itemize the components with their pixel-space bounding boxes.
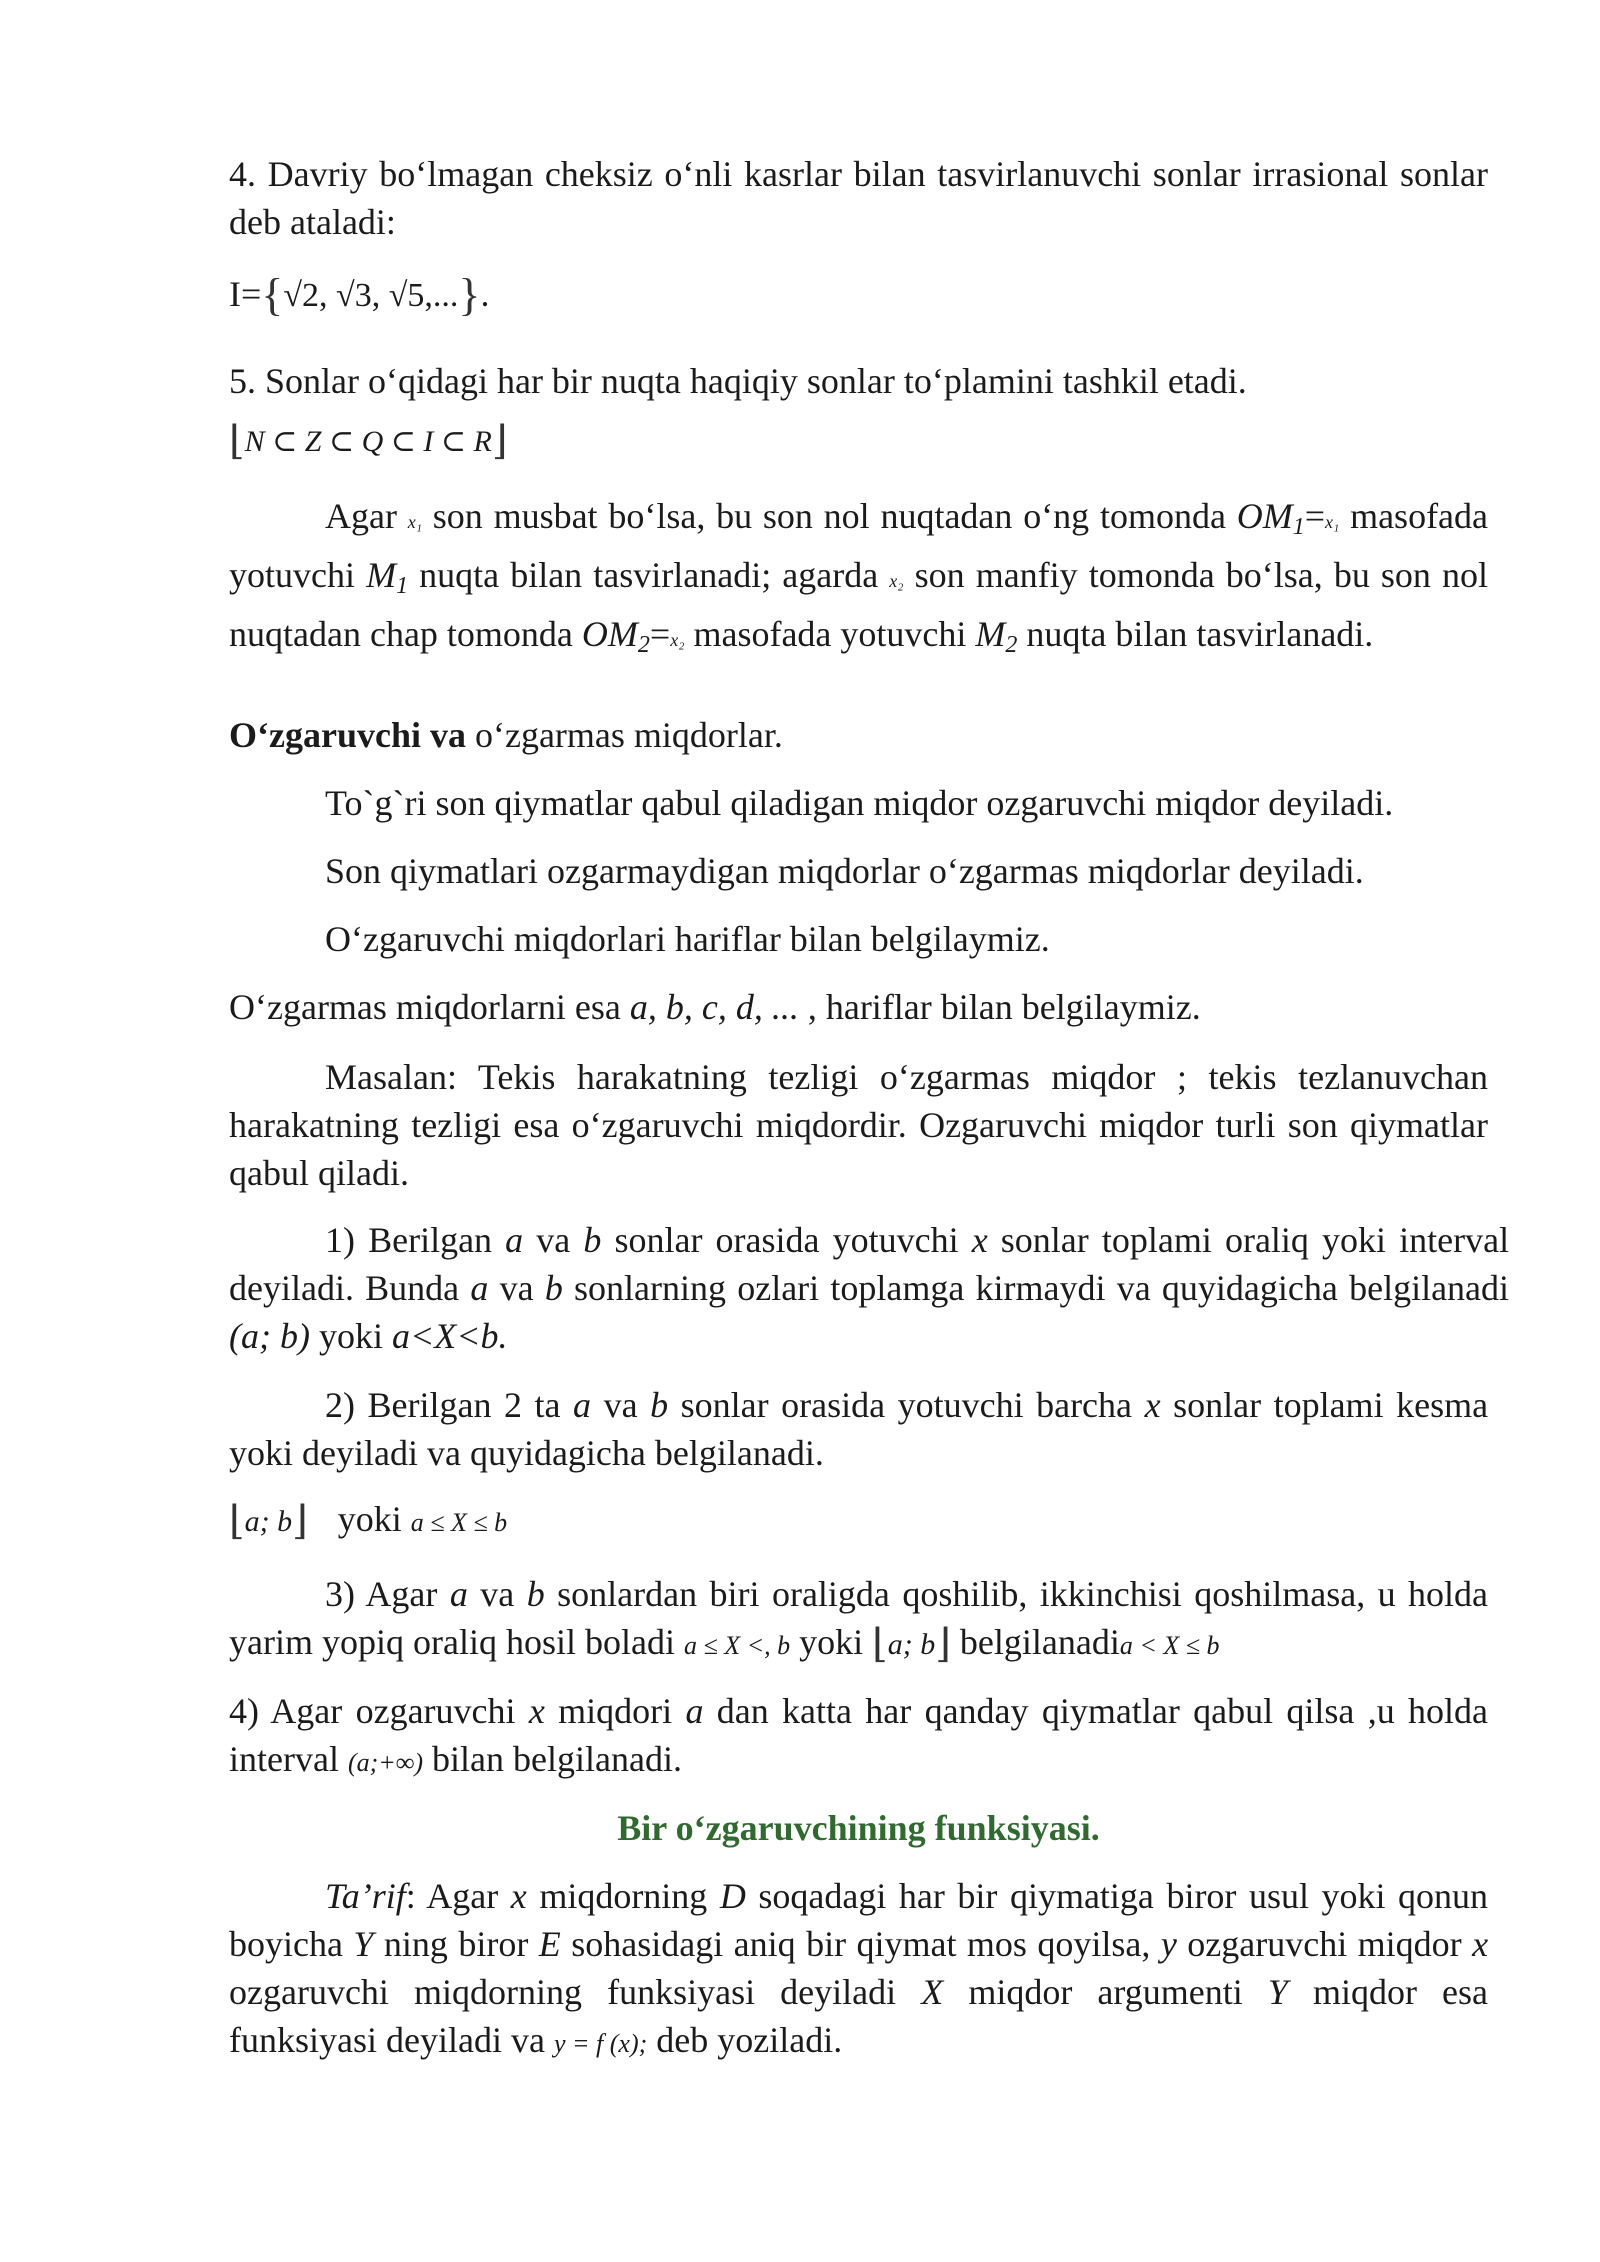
irrational-set-formula — [229, 270, 1488, 330]
i1-c: va — [536, 1220, 571, 1260]
sentence-4 — [229, 983, 1488, 1031]
def-Y: Y — [353, 1924, 374, 1964]
paragraph-4-text: 4. Davriy bo‘lmagan cheksiz o‘nli kasrlar bilan tasvirlanuvchi sonlar irrasional sonlar deb ataladi: — [229, 154, 1488, 242]
function-heading — [229, 1804, 1488, 1852]
sentence-4-post: , hariflar bilan belgilaymiz. — [807, 987, 1201, 1027]
i3-bracket-expr — [872, 1621, 951, 1666]
def-y: y — [1160, 1924, 1177, 1964]
paragraph-5 — [229, 357, 1488, 405]
left-brace: { — [261, 269, 284, 320]
sentence-3-text: O‘zgaruvchi miqdorlari hariflar bilan belgilaymiz. — [325, 919, 1050, 959]
set-content: √2, √3, √5,... — [283, 277, 459, 314]
function-heading-text: Bir o‘zgaruvchining funksiyasi. — [617, 1808, 1100, 1848]
i4-f: (a;+∞) — [347, 1748, 424, 1777]
set-end: . — [480, 274, 490, 314]
i2-a: 2) Berilgan 2 ta — [325, 1385, 561, 1425]
i3-d: b — [526, 1574, 545, 1614]
i1-d: b — [583, 1220, 602, 1260]
paragraph-5-text: 5. Sonlar o‘qidagi har bir nuqta haqiqiy sonlar to‘plamini tashkil etadi. — [229, 361, 1247, 401]
i4-g: bilan belgilanadi. — [432, 1739, 682, 1779]
item-1 — [229, 1216, 1509, 1360]
om2-eq: = — [649, 614, 671, 654]
def-j: deb yoziladi. — [656, 2020, 843, 2060]
def-h: miqdor argumenti — [968, 1972, 1243, 2012]
agar-t1: Agar — [325, 496, 397, 536]
i2-f: x — [1144, 1385, 1161, 1425]
sentence-4-letters: a, b, c, d, ... — [629, 987, 799, 1027]
example-paragraph — [229, 1053, 1488, 1197]
i3-b: a — [449, 1574, 468, 1614]
sentence-2-text: Son qiymatlari ozgarmaydigan miqdorlar o‘zgarmas miqdorlar deyiladi. — [325, 851, 1364, 891]
m2: M — [975, 614, 1006, 654]
example-text: Masalan: Tekis harakatning tezligi o‘zgarmas miqdor ; tekis tezlanuvchan harakatning tezligi esa o‘zgaruvchi miqdordir. Ozgaruvchi miqdor turli son qiymatlar qabul qiladi. — [229, 1057, 1488, 1193]
i3-c: va — [480, 1574, 515, 1614]
agar-t5: son manfiy tomonda bo‘lsa, bu son nol nuqtadan chap tomonda — [229, 555, 1489, 654]
set-lhs: I= — [229, 274, 262, 314]
def-x2: x — [1472, 1924, 1489, 1964]
i1-n: a<X<b. — [391, 1316, 508, 1356]
i4-c: miqdori — [558, 1691, 673, 1731]
def-c: soqadagi har bir qiymatiga biror usul yoki qonun boyicha — [229, 1876, 1489, 1964]
def-a: : Agar — [405, 1876, 499, 1916]
om1-eq: = — [1304, 496, 1326, 536]
i2-b: a — [573, 1385, 592, 1425]
om1-pre: OM — [1236, 496, 1293, 536]
i3-right-bracket: ⌋ — [935, 1621, 951, 1666]
m1-expr — [366, 555, 409, 599]
i3-left-bracket: ⌊ — [872, 1621, 888, 1666]
def-e: sohasidagi aniq bir qiymat mos qoyilsa, — [571, 1924, 1151, 1964]
agar-t2: son musbat bo‘lsa, bu son nol nuqtadan o‘ng tomonda — [432, 496, 1226, 536]
number-sets-chain — [229, 417, 1488, 466]
def-f: ozgaruvchi miqdor — [1187, 1924, 1462, 1964]
i3-g: yoki — [799, 1622, 864, 1662]
paragraph-agar — [229, 492, 1488, 669]
i3-e: sonlardan biri oraligda qoshilib, ikkinchisi qoshilmasa, u holda yarim yopiq oraliq hosil boladi — [229, 1574, 1489, 1662]
i4-a: 4) Agar ozgaruvchi — [229, 1691, 516, 1731]
i1-l: (a; b) — [229, 1316, 310, 1356]
def-x: x — [510, 1876, 527, 1916]
def-label: Ta’rif — [325, 1876, 406, 1916]
section-title-bold: O‘zgaruvchi va — [229, 715, 466, 755]
right-brace: } — [458, 269, 481, 320]
m1-sub: 1 — [396, 573, 409, 599]
chain-left-bracket: ⌊ — [229, 418, 245, 463]
i2-g: sonlar toplami kesma yoki deyiladi va quyidagicha belgilanadi. — [229, 1385, 1489, 1473]
section-title-rest: o‘zgarmas miqdorlar. — [465, 715, 783, 755]
i2-c: va — [603, 1385, 638, 1425]
i3-j: a < X ≤ b — [1119, 1631, 1220, 1660]
i3-i: belgilanadi — [959, 1622, 1120, 1662]
chain-right-bracket: ⌋ — [491, 418, 508, 463]
i1-j: b — [544, 1268, 563, 1308]
segment-notation — [229, 1495, 1488, 1547]
om1-x: x₁ — [1325, 512, 1340, 532]
sentence-1 — [229, 779, 1488, 827]
item-2 — [229, 1381, 1488, 1477]
sentence-3 — [229, 915, 1488, 963]
i1-h: a — [470, 1268, 489, 1308]
sentence-4-pre: O‘zgarmas miqdorlarni esa — [229, 987, 621, 1027]
item-4 — [229, 1687, 1488, 1787]
def-g: ozgaruvchi miqdorning funksiyasi deyiladi — [229, 1972, 897, 2012]
agar-t6: masofada yotuvchi — [693, 614, 967, 654]
seg-right-bracket: ⌋ — [292, 1498, 308, 1543]
om2-expr — [581, 614, 685, 658]
i3-a: 3) Agar — [325, 1574, 438, 1614]
om1-expr — [1236, 496, 1340, 540]
i1-k: sonlarning ozlari toplamga kirmaydi va quyidagicha belgilanadi — [574, 1268, 1510, 1308]
i4-e: dan katta har qanday qiymatlar qabul qilsa ,u holda interval — [229, 1691, 1488, 1779]
i1-a: 1) Berilgan — [325, 1220, 493, 1260]
sentence-2 — [229, 847, 1488, 895]
def-i: miqdor esa funksiyasi deyiladi va — [229, 1972, 1489, 2060]
agar-t3: masofada yotuvchi — [229, 496, 1489, 595]
agar-t7: nuqta bilan tasvirlanadi. — [1026, 614, 1374, 654]
i4-b: x — [528, 1691, 545, 1731]
def-b: miqdorning — [539, 1876, 708, 1916]
i1-m: yoki — [318, 1316, 383, 1356]
i1-i: va — [499, 1268, 534, 1308]
seg-inequality: a ≤ X ≤ b — [410, 1508, 508, 1537]
sentence-1-text: To`g`ri son qiymatlar qabul qiladigan miqdor ozgaruvchi miqdor deyiladi. — [325, 783, 1394, 823]
om2-sub: 2 — [637, 632, 650, 658]
i2-e: sonlar orasida yotuvchi barcha — [680, 1385, 1133, 1425]
def-X: X — [921, 1972, 944, 2012]
def-E: E — [538, 1924, 561, 1964]
i1-e: sonlar orasida yotuvchi — [614, 1220, 959, 1260]
def-d: ning biror — [383, 1924, 529, 1964]
seg-left-bracket: ⌊ — [229, 1498, 245, 1543]
om2-x: x₂ — [670, 630, 685, 650]
m2-expr — [975, 614, 1018, 658]
i2-d: b — [650, 1385, 669, 1425]
section-title — [229, 711, 1488, 759]
chain-text: N ⊂ Z ⊂ Q ⊂ I ⊂ R — [244, 425, 492, 458]
def-Y2: Y — [1267, 1972, 1288, 2012]
m1: M — [366, 555, 397, 595]
om1-sub: 1 — [1292, 514, 1305, 540]
agar-t4: nuqta bilan tasvirlanadi; agarda — [419, 555, 879, 595]
segment-bracket-expr — [229, 1498, 308, 1543]
item-3 — [229, 1570, 1488, 1670]
seg-yoki: yoki — [337, 1499, 402, 1539]
x1-symbol: x₁ — [407, 512, 422, 532]
i4-d: a — [685, 1691, 704, 1731]
x2-symbol: x₂ — [889, 571, 904, 591]
paragraph-4 — [229, 150, 1488, 246]
i3-f: a ≤ X <, b — [683, 1631, 791, 1660]
i1-f: x — [971, 1220, 988, 1260]
om2-pre: OM — [581, 614, 638, 654]
m2-sub: 2 — [1005, 632, 1018, 658]
i3-h: a; b — [887, 1628, 936, 1661]
definition-paragraph — [229, 1872, 1488, 2068]
def-D: D — [719, 1876, 746, 1916]
i1-g: sonlar toplami oraliq yoki interval deyiladi. Bunda — [229, 1220, 1510, 1308]
def-formula: y = f (x); — [553, 2029, 648, 2058]
i1-b: a — [505, 1220, 524, 1260]
seg-content: a; b — [244, 1505, 293, 1538]
